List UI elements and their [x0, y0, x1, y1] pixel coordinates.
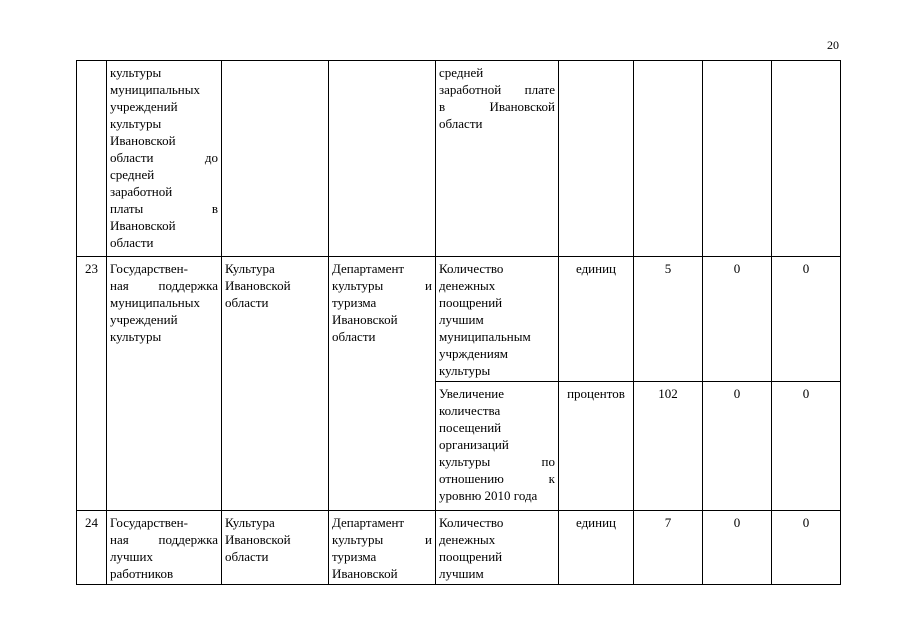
cell-indicator: Увеличение количества посещений организаций культуры по отношению к уровню 2010 года [436, 382, 559, 511]
cell-indicator: средней заработной плате в Ивановской области [436, 61, 559, 257]
cell-indicator: Количество денежных поощрений лучшим [436, 511, 559, 585]
cell-unit: единиц [559, 257, 634, 382]
cell-indicator: Количество денежных поощрений лучшим муниципальным учрждениям культуры [436, 257, 559, 382]
cell-value: 0 [772, 257, 841, 382]
cell-unit: единиц [559, 511, 634, 585]
cell-value [703, 61, 772, 257]
cell-value: 0 [703, 257, 772, 382]
cell-executor [329, 61, 436, 257]
cell-event-name: культуры муниципальных учреждений культуры Ивановской области до средней заработной платы в Ивановской области [107, 61, 222, 257]
cell-num: 24 [77, 511, 107, 585]
cell-program [222, 61, 329, 257]
cell-value: 0 [703, 382, 772, 511]
cell-unit: процентов [559, 382, 634, 511]
cell-value: 0 [772, 382, 841, 511]
cell-value: 5 [634, 257, 703, 382]
cell-value: 0 [772, 511, 841, 585]
table-row-23 [77, 257, 841, 382]
cell-value: 102 [634, 382, 703, 511]
table-row-24 [77, 511, 841, 585]
cell-value: 7 [634, 511, 703, 585]
cell-unit [559, 61, 634, 257]
cell-num: 23 [77, 257, 107, 511]
cell-program: Культура Ивановской области [222, 257, 329, 511]
cell-num [77, 61, 107, 257]
page-number: 20 [827, 38, 839, 52]
cell-executor: Департамент культуры и туризма Ивановской области [329, 257, 436, 511]
cell-value [634, 61, 703, 257]
cell-program: Культура Ивановской области [222, 511, 329, 585]
indicators-table [76, 60, 841, 585]
cell-value: 0 [703, 511, 772, 585]
cell-event-name: Государствен- ная поддержка лучших работников [107, 511, 222, 585]
table-row-continued [77, 61, 841, 257]
cell-executor: Департамент культуры и туризма Ивановской [329, 511, 436, 585]
cell-event-name: Государствен- ная поддержка муниципальных учреждений культуры [107, 257, 222, 511]
cell-value [772, 61, 841, 257]
